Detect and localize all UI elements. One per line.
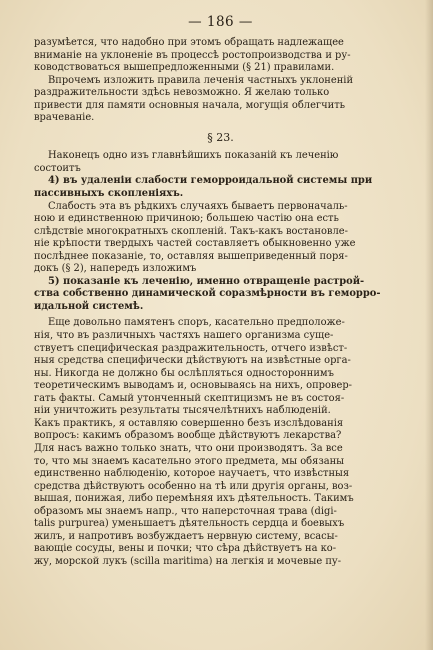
text-line: нія, что въ различныхъ частяхъ нашего организма суще-: [34, 330, 334, 342]
text-line: 5) показаніе къ леченію, именно отвращеніе растрой-: [48, 275, 365, 287]
text-line: раздражительности здѣсь невозможно. Я желаю только: [34, 87, 330, 99]
text-line: привести для памяти основныя начала, могущія облегчить: [34, 99, 346, 111]
text-line: слѣдствіе многократныхъ скопленій. Такъ-какъ востановле-: [34, 225, 348, 237]
text-line: теоретическимъ выводамъ и, основываясь на нихъ, опровер-: [34, 380, 352, 392]
body-text: [34, 37, 407, 568]
text-line: средства дѣйствуютъ особенно на тѣ или другія органы, воз-: [34, 480, 353, 492]
text-line: Какъ практикъ, я оставляю совершенно безъ изслѣдованія: [34, 417, 344, 429]
text-line: жу, морской лукъ (scilla maritima) на легкія и мочевые пу-: [34, 555, 342, 567]
text-line: вниманіе на уклоненіе въ процессѣ ростопроизводства и ру-: [34, 49, 351, 61]
text-line: состоитъ: [34, 162, 81, 174]
text-line: talis purpurea) уменьшаетъ дѣятельность сердца и боевыхъ: [34, 518, 345, 530]
text-line: разумѣется, что надобно при этомъ обращать надлежащее: [34, 37, 344, 48]
text-line: Для насъ важно только знать, что они производятъ. За все: [34, 442, 343, 454]
text-line: ніе крѣпости твердыхъ частей составляетъ обыкновенно уже: [34, 238, 356, 250]
text-line: образомъ мы знаемъ напр., что наперсточная трава (digi-: [34, 505, 337, 517]
text-line: вающіе сосуды, вены и почки; что сѣра дѣйствуетъ на ко-: [34, 543, 337, 555]
text-line: Слабость эта въ рѣдкихъ случаяхъ бываетъ первоначаль-: [48, 200, 348, 212]
page-number: — 186 —: [188, 14, 253, 30]
text-line: ководствоваться вышепредложенными (§ 21) правилами.: [34, 62, 335, 74]
text-line: Впрочемъ изложить правила леченія частныхъ уклоненій: [48, 74, 354, 86]
section-heading: § 23.: [207, 130, 234, 144]
text-line: Наконецъ одно изъ главнѣйшихъ показаній къ леченію: [48, 150, 339, 162]
text-line: ныя средства специфически дѣйствуютъ на извѣстные орга-: [34, 355, 351, 367]
text-line: вышая, понижая, либо перемѣняя ихъ дѣятельность. Такимъ: [34, 493, 354, 505]
text-line: вопросъ: какимъ образомъ вообще дѣйствуютъ лекарства?: [34, 430, 342, 442]
text-line: жилъ, и напротивъ возбуждаетъ нервную систему, всасы-: [34, 530, 338, 542]
text-line: врачеваніе.: [34, 112, 95, 124]
text-line: идальной системѣ.: [34, 300, 144, 312]
text-line: послѣднее показаніе, то, оставляя вышеприведенный поря-: [34, 250, 348, 262]
text-line: единственно наблюденію, которое научаетъ, что извѣстныя: [34, 468, 350, 480]
text-line: ства собственно динамической соразмѣрности въ геморро-: [34, 288, 381, 300]
text-line: 4) въ удаленіи слабости геморроидальной системы при: [48, 175, 373, 187]
text-line: докъ (§ 2), напередъ изложимъ: [34, 263, 197, 275]
text-line: Еще довольно памятенъ споръ, касательно предположе-: [48, 317, 345, 329]
text-line: ніи уничтожить результаты тысячелѣтнихъ наблюденій.: [34, 405, 331, 417]
text-line: ны. Никогда не должно бы ослѣпляться одностороннимъ: [34, 367, 334, 379]
text-line: ною и единственною причиною; большею частію она есть: [34, 213, 339, 225]
text-line: гать факты. Самый утонченный скептицизмъ не въ состоя-: [34, 392, 345, 404]
text-line: пассивныхъ скопленіяхъ.: [34, 188, 184, 200]
text-line: то, что мы знаемъ касательно этого предмета, мы обязаны: [34, 455, 345, 467]
page-edge-shadow: [425, 0, 433, 650]
text-line: ствуетъ специфическая раздражительность, отчего извѣст-: [34, 342, 348, 354]
